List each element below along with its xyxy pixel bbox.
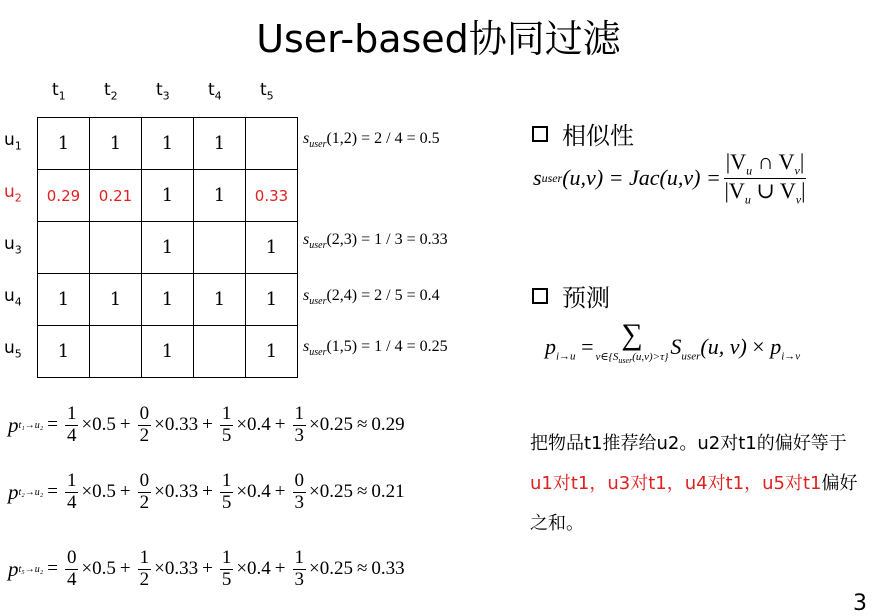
table-row [38,222,298,274]
row-header: $u_2$ [4,182,22,205]
rating-matrix [37,117,298,378]
calc-t1-u2: p t₁→u₂ = $\frac{1}{4}$ × 0.5 + $\frac{0}{2}$ × 0.33 + $\frac{1}{5}$ × 0.4 + $\frac{1}{3}$ × 0.25 ≈ 0.29 [8,403,405,446]
row-header: $u_4$ [4,286,22,309]
matrix-cell: 1 [38,326,90,378]
matrix-cell: 1 [90,274,142,326]
matrix-cell [90,222,142,274]
checkbox-square-icon [532,288,548,304]
column-header: $t_4$ [208,80,222,103]
matrix-cell: 1 [142,118,194,170]
table-row [38,170,298,222]
section-similarity [532,116,634,151]
table-row [38,326,298,378]
predicted-cell: 0.21 [90,170,142,222]
calc-t2-u2: p t₂→u₂ = $\frac{1}{4}$ × 0.5 + $\frac{0}{2}$ × 0.33 + $\frac{1}{5}$ × 0.4 + $\frac{0}{3}$ × 0.25 ≈ 0.21 [8,470,405,513]
table-row [38,274,298,326]
matrix-cell: 1 [194,274,246,326]
matrix-cell: 1 [38,274,90,326]
matrix-cell: 1 [194,118,246,170]
column-header: $t_2$ [104,80,118,103]
matrix-cell: 1 [246,326,298,378]
matrix-cell: 1 [142,326,194,378]
matrix-cell [194,222,246,274]
predicted-cell: 0.33 [246,170,298,222]
matrix-cell: 1 [194,170,246,222]
similarity-u1-u2: $s_{user}(1,2) = 2 / 4 = 0.5$ [303,130,440,151]
row-header: $u_1$ [4,130,22,153]
row-header: $u_3$ [4,234,22,257]
jaccard-formula: s user (u,v) = Jac(u,v) = $\frac{|V_u \cap V_v|}{|V_u \cup V_v|}$ [533,149,806,206]
matrix-cell: 1 [142,170,194,222]
page-number: 3 [853,591,867,616]
matrix-cell: 1 [246,222,298,274]
matrix-cell: 1 [90,118,142,170]
matrix-cell [246,118,298,170]
checkbox-square-icon [532,126,548,142]
row-header: $u_5$ [4,338,22,361]
column-header: $t_3$ [156,80,170,103]
matrix-cell: 1 [38,118,90,170]
matrix-cell: 1 [246,274,298,326]
matrix-cell [38,222,90,274]
similarity-u2-u3: $s_{user}(2,3) = 1 / 3 = 0.33$ [303,231,448,252]
similarity-u2-u4: $s_{user}(2,4) = 2 / 5 = 0.4$ [303,287,440,308]
section-heading: 预测 [562,284,610,312]
predicted-cell: 0.29 [38,170,90,222]
matrix-cell: 1 [142,222,194,274]
column-header: $t_1$ [52,80,66,103]
slide-title: User-based协同过滤 [256,17,621,61]
explanation-text: 把物品t1推荐给u2。u2对t1的偏好等于u1对t1，u3对t1，u4对t1，u5对t1偏好之和。 [530,433,858,534]
section-prediction [532,278,610,313]
table-row [38,118,298,170]
matrix-cell: 1 [142,274,194,326]
prediction-formula: $p_{i\to u}$ = ∑ $v\in\{S_{user}(u,v)>\tau\}$ $S_{user}(u$, $v) \times p_{i\to v}$ [545,318,801,366]
matrix-cell [194,326,246,378]
column-header: $t_5$ [260,80,274,103]
similarity-u1-u5: $s_{user}(1,5) = 1 / 4 = 0.25$ [303,338,448,359]
calc-t5-u2: p t₅→u₂ = $\frac{0}{4}$ × 0.5 + $\frac{1}{2}$ × 0.33 + $\frac{1}{5}$ × 0.4 + $\frac{1}{3}$ × 0.25 ≈ 0.33 [8,547,405,590]
matrix-cell [90,326,142,378]
section-heading: 相似性 [562,122,634,150]
